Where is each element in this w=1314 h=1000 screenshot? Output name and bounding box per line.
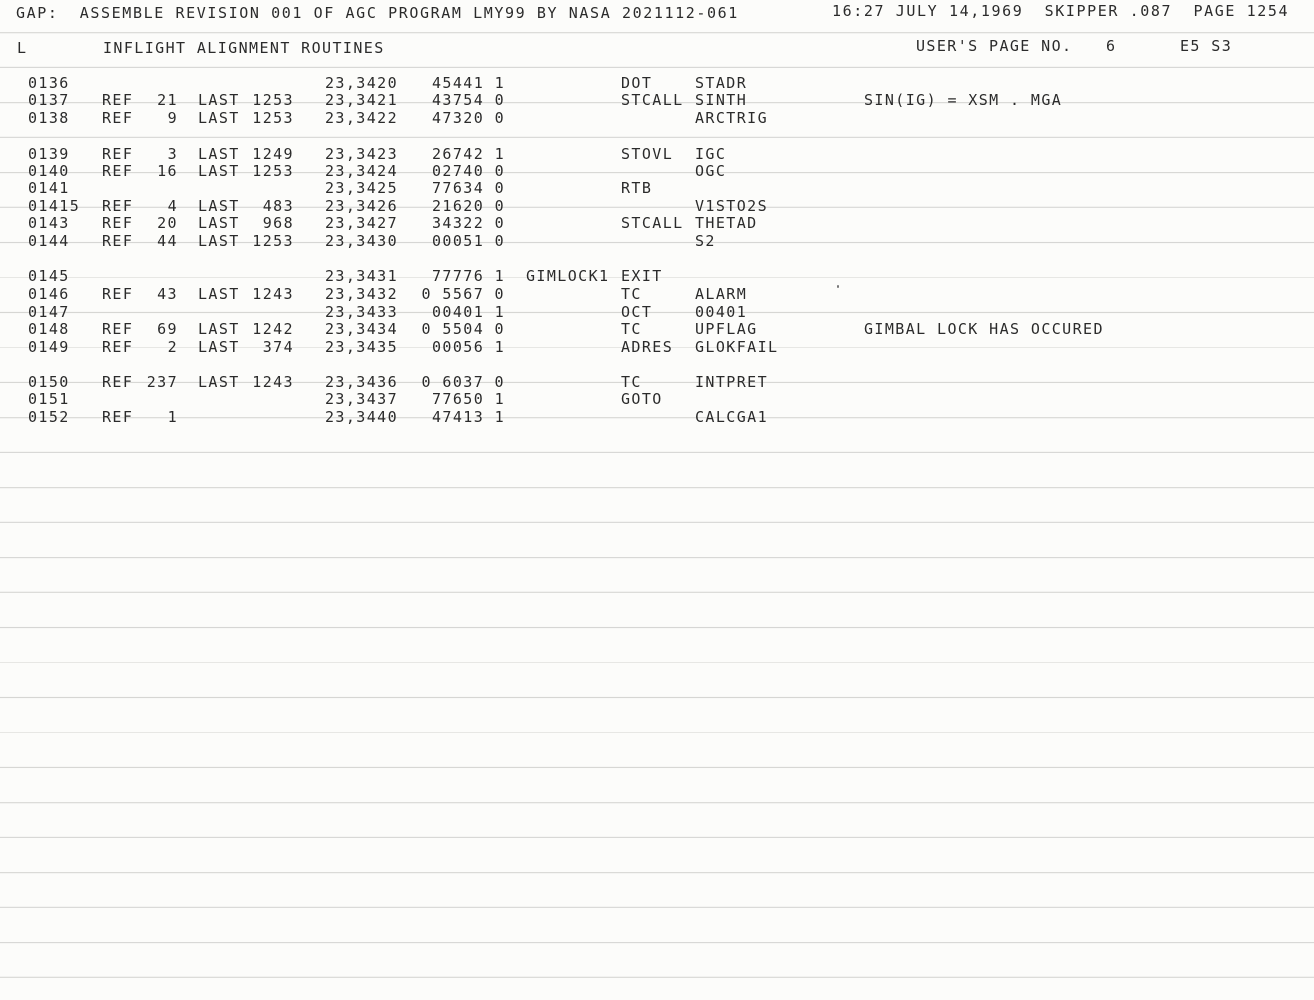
last-label: LAST — [198, 320, 240, 338]
last-label: LAST — [198, 214, 240, 232]
users-page-number: 6 — [1106, 37, 1117, 55]
header-timestamp-page: 16:27 JULY 14,1969 SKIPPER .087 PAGE 1254 — [832, 2, 1290, 20]
ref-label: REF — [102, 145, 134, 163]
opcode: STCALL — [621, 214, 684, 232]
line-number: 0139 — [28, 145, 70, 163]
last-label: LAST — [198, 338, 240, 356]
ref-number: 3 — [167, 145, 178, 163]
octal-word: 47413 1 — [431, 408, 505, 426]
ref-number: 44 — [157, 232, 178, 250]
address: 23,3421 — [325, 91, 399, 109]
address: 23,3425 — [325, 179, 399, 197]
line-number: 0145 — [28, 267, 70, 285]
operand: GLOKFAIL — [695, 338, 779, 356]
ref-label: REF — [102, 91, 134, 109]
users-page-label: USER'S PAGE NO. — [916, 37, 1073, 55]
last-number: 1253 — [252, 109, 294, 127]
line-number: 0151 — [28, 390, 70, 408]
octal-word: 45441 1 — [431, 74, 505, 92]
line-number: 0147 — [28, 303, 70, 321]
last-number: 1253 — [252, 232, 294, 250]
octal-word: 0 6037 0 — [421, 373, 505, 391]
line-number: 0149 — [28, 338, 70, 356]
last-number: 483 — [262, 197, 294, 215]
operand: ALARM — [695, 285, 748, 303]
octal-word: 43754 0 — [431, 91, 505, 109]
ref-label: REF — [102, 338, 134, 356]
page-code: E5 S3 — [1180, 37, 1233, 55]
paper-speck — [837, 285, 839, 288]
octal-word: 77776 1 — [431, 267, 505, 285]
header-assemble-line: GAP: ASSEMBLE REVISION 001 OF AGC PROGRAM LMY99 BY NASA 2021112-061 — [16, 4, 739, 22]
operand: IGC — [695, 145, 727, 163]
last-number: 1253 — [252, 162, 294, 180]
operand: CALCGA1 — [695, 408, 769, 426]
last-number: 1243 — [252, 285, 294, 303]
address: 23,3426 — [325, 197, 399, 215]
last-label: LAST — [198, 109, 240, 127]
ref-label: REF — [102, 373, 134, 391]
octal-word: 77650 1 — [431, 390, 505, 408]
operand: V1STO2S — [695, 197, 769, 215]
address: 23,3422 — [325, 109, 399, 127]
symbol-label: GIMLOCK1 — [526, 267, 610, 285]
address: 23,3430 — [325, 232, 399, 250]
opcode: GOTO — [621, 390, 663, 408]
ref-label: REF — [102, 232, 134, 250]
line-number: 0143 — [28, 214, 70, 232]
opcode: TC — [621, 285, 642, 303]
ref-number: 1 — [167, 408, 178, 426]
line-number: 0141 — [28, 179, 70, 197]
ref-number: 237 — [146, 373, 178, 391]
opcode: TC — [621, 373, 642, 391]
octal-word: 0 5567 0 — [421, 285, 505, 303]
line-number: 0144 — [28, 232, 70, 250]
address: 23,3434 — [325, 320, 399, 338]
last-label: LAST — [198, 145, 240, 163]
operand: STADR — [695, 74, 748, 92]
line-number: 01415 — [28, 197, 81, 215]
address: 23,3436 — [325, 373, 399, 391]
opcode: EXIT — [621, 267, 663, 285]
last-label: LAST — [198, 91, 240, 109]
ref-label: REF — [102, 320, 134, 338]
last-label: LAST — [198, 373, 240, 391]
opcode: OCT — [621, 303, 653, 321]
address: 23,3435 — [325, 338, 399, 356]
comment: SIN(IG) = XSM . MGA — [864, 91, 1063, 109]
ref-label: REF — [102, 197, 134, 215]
last-number: 374 — [262, 338, 294, 356]
octal-word: 34322 0 — [431, 214, 505, 232]
last-label: LAST — [198, 232, 240, 250]
operand: INTPRET — [695, 373, 769, 391]
ref-number: 69 — [157, 320, 178, 338]
opcode: STOVL — [621, 145, 674, 163]
address: 23,3437 — [325, 390, 399, 408]
ref-label: REF — [102, 214, 134, 232]
last-label: LAST — [198, 162, 240, 180]
section-title: INFLIGHT ALIGNMENT ROUTINES — [103, 39, 385, 57]
octal-word: 00051 0 — [431, 232, 505, 250]
last-number: 968 — [262, 214, 294, 232]
ref-number: 21 — [157, 91, 178, 109]
operand: UPFLAG — [695, 320, 758, 338]
octal-word: 77634 0 — [431, 179, 505, 197]
octal-word: 47320 0 — [431, 109, 505, 127]
line-number: 0138 — [28, 109, 70, 127]
opcode: DOT — [621, 74, 653, 92]
line-number: 0148 — [28, 320, 70, 338]
opcode: STCALL — [621, 91, 684, 109]
comment: GIMBAL LOCK HAS OCCURED — [864, 320, 1104, 338]
last-label: LAST — [198, 197, 240, 215]
line-number: 0150 — [28, 373, 70, 391]
address: 23,3440 — [325, 408, 399, 426]
octal-word: 0 5504 0 — [421, 320, 505, 338]
address: 23,3420 — [325, 74, 399, 92]
opcode: ADRES — [621, 338, 674, 356]
last-number: 1253 — [252, 91, 294, 109]
octal-word: 00401 1 — [431, 303, 505, 321]
address: 23,3431 — [325, 267, 399, 285]
operand: ARCTRIG — [695, 109, 769, 127]
ref-number: 16 — [157, 162, 178, 180]
octal-word: 26742 1 — [431, 145, 505, 163]
address: 23,3432 — [325, 285, 399, 303]
ref-label: REF — [102, 109, 134, 127]
operand: THETAD — [695, 214, 758, 232]
octal-word: 21620 0 — [431, 197, 505, 215]
octal-word: 00056 1 — [431, 338, 505, 356]
last-number: 1243 — [252, 373, 294, 391]
ref-label: REF — [102, 285, 134, 303]
operand: 00401 — [695, 303, 748, 321]
address: 23,3427 — [325, 214, 399, 232]
last-number: 1249 — [252, 145, 294, 163]
address: 23,3433 — [325, 303, 399, 321]
line-number: 0146 — [28, 285, 70, 303]
ref-number: 4 — [167, 197, 178, 215]
ref-label: REF — [102, 408, 134, 426]
operand: SINTH — [695, 91, 748, 109]
opcode: RTB — [621, 179, 653, 197]
octal-word: 02740 0 — [431, 162, 505, 180]
header-l-marker: L — [17, 39, 28, 57]
last-label: LAST — [198, 285, 240, 303]
last-number: 1242 — [252, 320, 294, 338]
address: 23,3424 — [325, 162, 399, 180]
ref-number: 9 — [167, 109, 178, 127]
line-number: 0152 — [28, 408, 70, 426]
line-number: 0136 — [28, 74, 70, 92]
ref-number: 43 — [157, 285, 178, 303]
line-number: 0140 — [28, 162, 70, 180]
ref-label: REF — [102, 162, 134, 180]
operand: S2 — [695, 232, 716, 250]
operand: OGC — [695, 162, 727, 180]
ref-number: 2 — [167, 338, 178, 356]
address: 23,3423 — [325, 145, 399, 163]
opcode: TC — [621, 320, 642, 338]
line-number: 0137 — [28, 91, 70, 109]
ref-number: 20 — [157, 214, 178, 232]
